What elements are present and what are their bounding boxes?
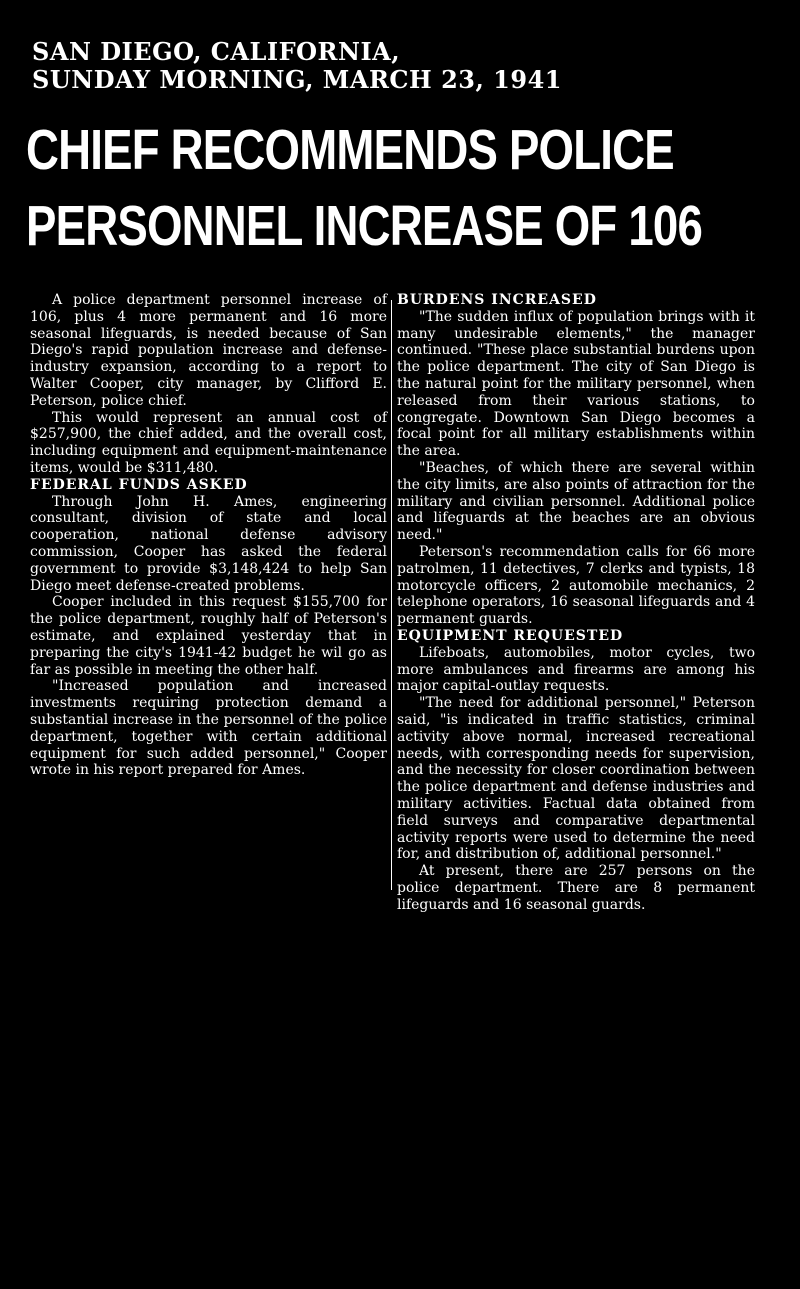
paragraph-cooper-quote: "Increased population and increased investments requiring protection demand a substantial increase in the personnel of the police department, together with certain additional equipment for such added personnel," Cooper wrote in his report prepared for Ames. (30, 678, 387, 779)
column-divider (391, 300, 392, 890)
right-column (397, 292, 755, 913)
paragraph-present: At present, there are 257 persons on the police department. There are 8 permanent lifeguards and 16 seasonal guards. (397, 863, 755, 913)
paragraph-recommendation: Peterson's recommendation calls for 66 more patrolmen, 11 detectives, 7 clerks and typists, 18 motorcycle officers, 2 automobile mechanics, 2 telephone operators, 16 seasonal lifeguards and 4 permanent guards. (397, 543, 755, 628)
headline-line-2: PERSONNEL INCREASE OF 106 (26, 194, 703, 258)
paragraph-cost: This would represent an annual cost of $257,900, the chief added, and the overall cost, including equipment and equipment-maintenance items, would be $311,480. (30, 409, 387, 476)
subhead-federal-funds: FEDERAL FUNDS ASKED (30, 476, 248, 493)
paragraph-influx: "The sudden influx of population brings with it many undesirable elements," the manager continued. "These place substantial burdens upon the police department. The city of San Diego is the natural point for the military personnel, when released from their various stations, to congregate. Downtown San Diego becomes a focal point for all military establishments within the area. (397, 308, 755, 460)
paragraph-lead: A police department personnel increase of 106, plus 4 more permanent and 16 more seasonal lifeguards, is needed because of San Diego's rapid population increase and defense-industry expansion, according to a report to Walter Cooper, city manager, by Clifford E. Peterson, police chief. (30, 292, 387, 409)
dateline (32, 38, 772, 94)
dateline-date: SUNDAY MORNING, MARCH 23, 1941 (32, 65, 562, 94)
dateline-location: SAN DIEGO, CALIFORNIA, (32, 37, 401, 66)
subhead-burdens: BURDENS INCREASED (397, 292, 597, 308)
subhead-equipment: EQUIPMENT REQUESTED (397, 627, 624, 644)
left-column (30, 292, 387, 779)
paragraph-cooper-request: Cooper included in this request $155,700 for the police department, roughly half of Peterson's estimate, and explained yesterday that in preparing the city's 1941-42 budget he wil go as far as possible in meeting the other half. (30, 594, 387, 678)
paragraph-ames: Through John H. Ames, engineering consultant, division of state and local cooperation, national defense advisory commission, Cooper has asked the federal government to provide $3,148,424 to help San Diego meet defense-created problems. (30, 493, 387, 594)
paragraph-beaches: "Beaches, of which there are several within the city limits, are also points of attraction for the military and civilian personnel. Additional police and lifeguards at the beaches are an obvious need." (397, 459, 755, 544)
paragraph-need: "The need for additional personnel," Peterson said, "is indicated in traffic statistics, criminal activity above normal, increased recreational needs, with corresponding needs for supervision, and the necessity for closer coordination between the police department and defense industries and military activities. Factual data obtained from field surveys and comparative departmental activity reports were used to determine the need for, and distribution of, additional personnel." (397, 695, 755, 863)
headline (26, 112, 703, 264)
headline-line-1: CHIEF RECOMMENDS POLICE (26, 118, 674, 182)
paragraph-equipment: Lifeboats, automobiles, motor cycles, two more ambulances and firearms are among his major capital-outlay requests. (397, 644, 755, 695)
